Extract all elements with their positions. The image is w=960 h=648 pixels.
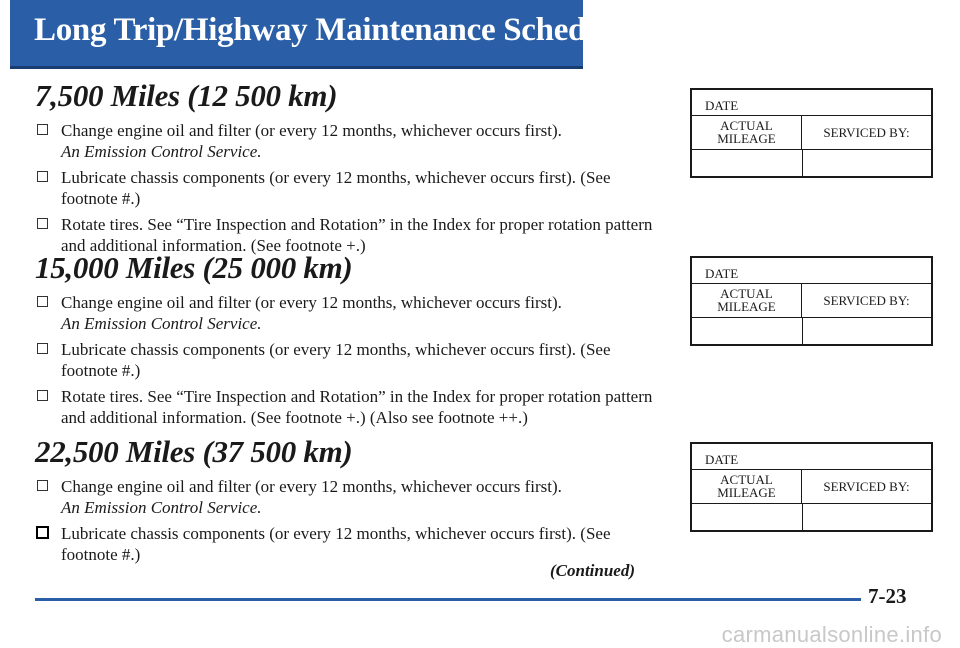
- checkbox-icon[interactable]: [37, 390, 48, 401]
- checklist-item: [35, 167, 665, 209]
- serviced-by-label: SERVICED BY:: [823, 124, 910, 140]
- actual-mileage-label: ACTUAL MILEAGE: [692, 284, 802, 317]
- service-record-box: [690, 442, 933, 532]
- mileage-entry[interactable]: [692, 318, 803, 344]
- actual-mileage-label: ACTUAL MILEAGE: [692, 470, 802, 503]
- item-text: Rotate tires. See “Tire Inspection and Rotation” in the Index for proper rotation pattern and additional information. (See footnote +.) (Also see footnote ++.): [61, 387, 653, 427]
- checklist-item: [35, 476, 665, 518]
- section-title: 22,500 Miles (37 500 km): [35, 434, 353, 469]
- checkbox-icon[interactable]: [37, 343, 48, 354]
- footer-rule: [35, 598, 861, 601]
- item-note: An Emission Control Service.: [61, 498, 262, 517]
- checklist-item: [35, 120, 665, 162]
- checkbox-icon[interactable]: [37, 171, 48, 182]
- checkbox-icon[interactable]: [36, 526, 49, 539]
- checklist-item: [35, 386, 665, 428]
- checkbox-icon[interactable]: [37, 124, 48, 135]
- checkbox-icon[interactable]: [37, 480, 48, 491]
- item-text: Change engine oil and filter (or every 12 months, whichever occurs first).: [61, 477, 562, 496]
- item-text: Change engine oil and filter (or every 12 months, whichever occurs first).: [61, 121, 562, 140]
- item-text: Change engine oil and filter (or every 12 months, whichever occurs first).: [61, 293, 562, 312]
- checkbox-icon[interactable]: [37, 296, 48, 307]
- continued-label: (Continued): [550, 561, 636, 580]
- item-note: An Emission Control Service.: [61, 314, 262, 333]
- section-7500: [35, 78, 665, 261]
- page-number: 7-23: [868, 584, 907, 608]
- watermark: carmanualsonline.info: [721, 622, 942, 647]
- mileage-entry[interactable]: [692, 150, 803, 176]
- section-title: 15,000 Miles (25 000 km): [35, 250, 353, 285]
- service-record-box: [690, 256, 933, 346]
- item-note: An Emission Control Service.: [61, 142, 262, 161]
- item-text: Rotate tires. See “Tire Inspection and Rotation” in the Index for proper rotation pattern and additional information. (See footnote +.): [61, 215, 653, 255]
- header-banner: [10, 0, 628, 69]
- section-22500: [35, 434, 665, 570]
- item-text: Lubricate chassis components (or every 12 months, whichever occurs first). (See footnote #.): [61, 524, 611, 564]
- service-record-box: [690, 88, 933, 178]
- checkbox-icon[interactable]: [37, 218, 48, 229]
- checklist-item: [35, 339, 665, 381]
- actual-mileage-label: ACTUAL MILEAGE: [692, 116, 802, 149]
- footer: [0, 610, 960, 647]
- item-text: Lubricate chassis components (or every 12 months, whichever occurs first). (See footnote #.): [61, 340, 611, 380]
- item-text: Lubricate chassis components (or every 12 months, whichever occurs first). (See footnote #.): [61, 168, 611, 208]
- page-title: Long Trip/Highway Maintenance Schedule: [34, 12, 628, 48]
- serviced-by-label: SERVICED BY:: [823, 292, 910, 308]
- checklist-item: [35, 292, 665, 334]
- date-field[interactable]: DATE: [692, 258, 931, 284]
- serviced-by-label: SERVICED BY:: [823, 478, 910, 494]
- date-field[interactable]: DATE: [692, 90, 931, 116]
- date-field[interactable]: DATE: [692, 444, 931, 470]
- mileage-entry[interactable]: [692, 504, 803, 530]
- checklist-item: [35, 523, 665, 565]
- section-title: 7,500 Miles (12 500 km): [35, 78, 338, 113]
- section-15000: [35, 250, 665, 433]
